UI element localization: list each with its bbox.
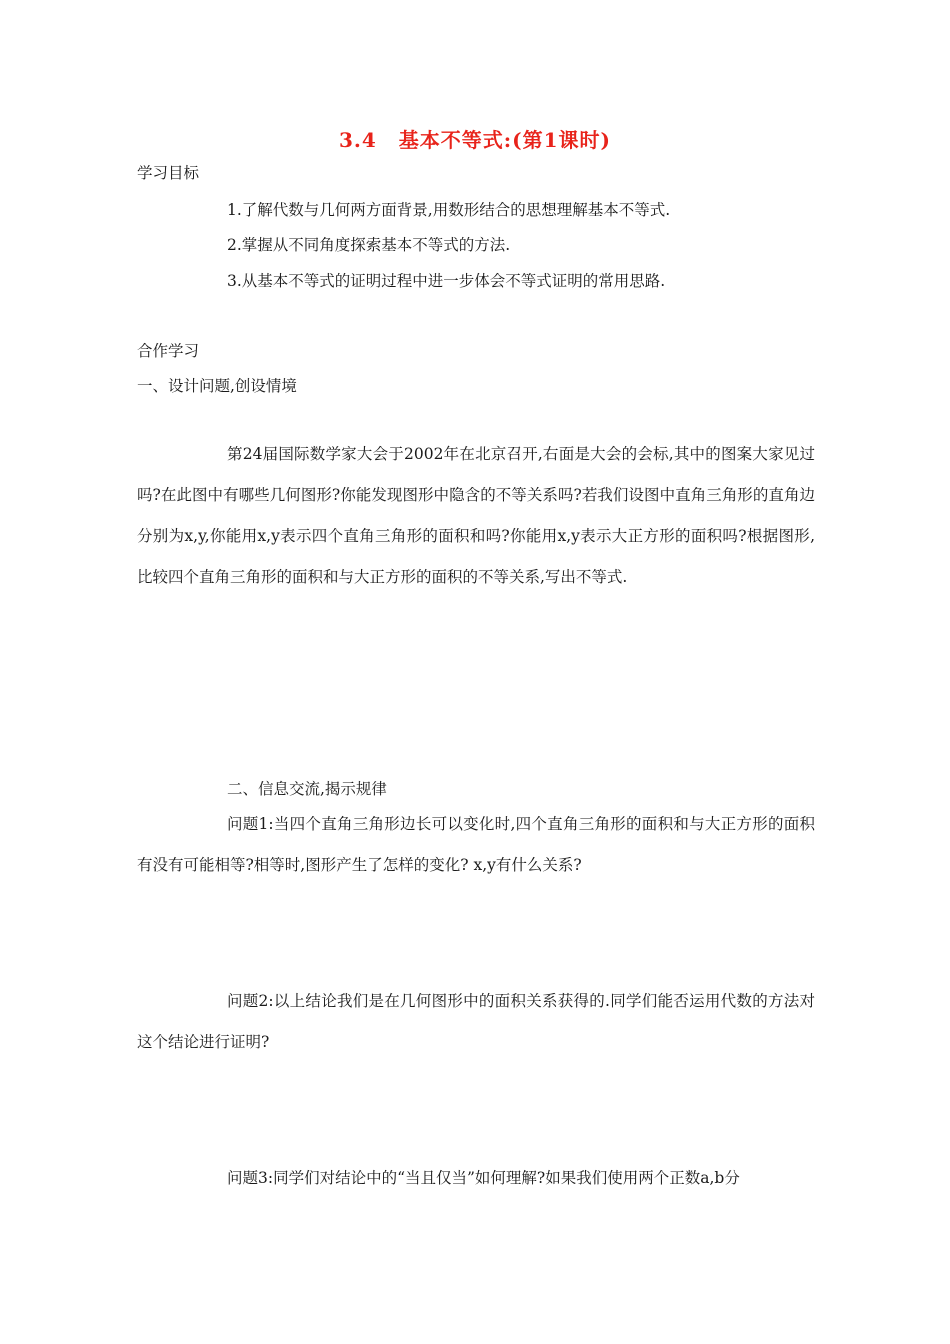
- objective-item-3: 3.从基本不等式的证明过程中进一步体会不等式证明的常用思路.: [227, 272, 666, 290]
- question3-paragraph: [137, 1158, 815, 1199]
- objectives-heading: 学习目标: [137, 164, 200, 182]
- question3-text: 问题3:同学们对结论中的“当且仅当”如何理解?如果我们使用两个正数a,b分: [227, 1169, 740, 1187]
- cooperative-heading: 合作学习: [137, 342, 200, 360]
- section1-paragraph-text: 第24届国际数学家大会于2002年在北京召开,右面是大会的会标,其中的图案大家见过吗?在此图中有哪些几何图形?你能发现图形中隐含的不等关系吗?若我们设图中直角三角形的直角边分别为x,y,你能用x,y表示四个直角三角形的面积和吗?你能用x,y表示大正方形的面积吗?根据图形,比较四个直角三角形的面积和与大正方形的面积的不等关系,写出不等式.: [137, 445, 815, 586]
- lesson-number: 3.4: [338, 128, 377, 152]
- question2-text: 问题2:以上结论我们是在几何图形中的面积关系获得的.同学们能否运用代数的方法对这个结论进行证明?: [137, 992, 815, 1051]
- lesson-title-text: 基本不等式:(第1课时): [398, 128, 612, 152]
- section1-heading: 一、设计问题,创设情境: [137, 377, 297, 395]
- lesson-title: [0, 124, 950, 153]
- objective-item-2: 2.掌握从不同角度探索基本不等式的方法.: [227, 236, 511, 254]
- section1-paragraph: [137, 434, 815, 598]
- question1-text: 问题1:当四个直角三角形边长可以变化时,四个直角三角形的面积和与大正方形的面积有没有可能相等?相等时,图形产生了怎样的变化? x,y有什么关系?: [137, 815, 815, 874]
- objective-item-1: 1.了解代数与几何两方面背景,用数形结合的思想理解基本不等式.: [227, 201, 671, 219]
- question1-paragraph: [137, 804, 815, 886]
- question2-paragraph: [137, 981, 815, 1063]
- section2-heading: 二、信息交流,揭示规律: [227, 780, 387, 798]
